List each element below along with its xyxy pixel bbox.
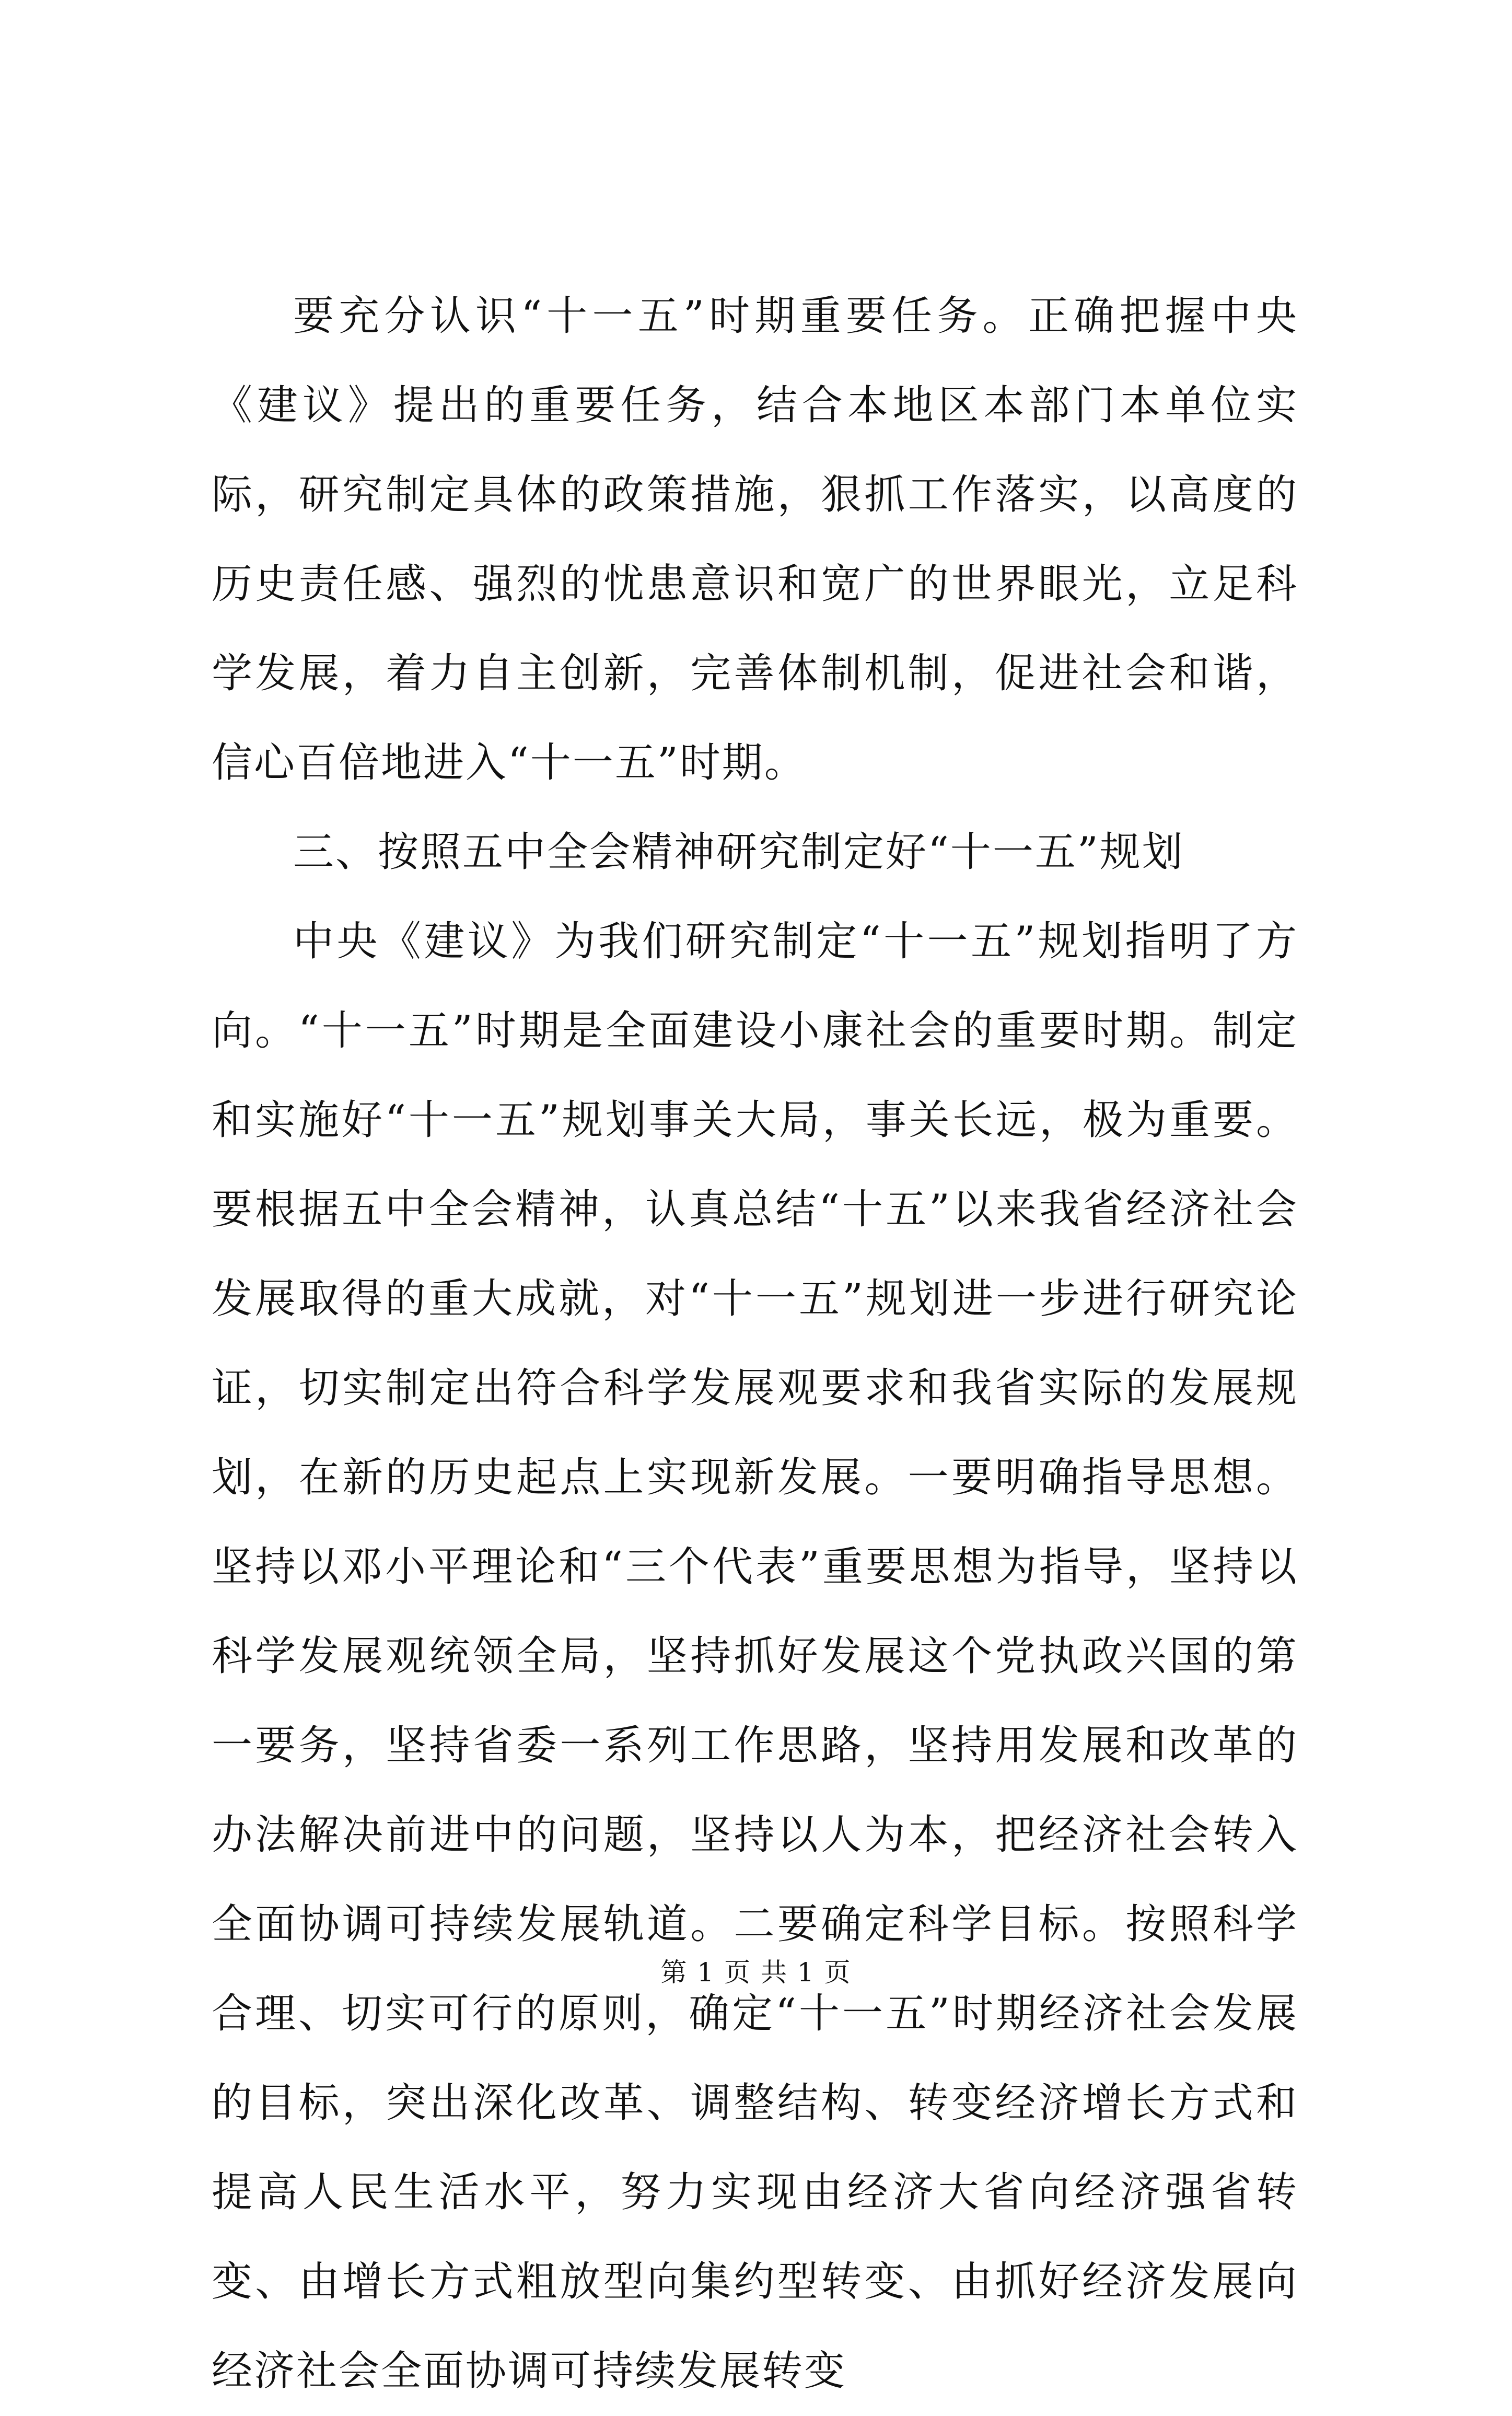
section-heading: 三、按照五中全会精神研究制定好“十一五”规划	[293, 829, 1184, 876]
paragraph-planning: 中央《建议》为我们研究制定“十一五”规划指明了方向。“十一五”时期是全面建设小康社会的重要时期。制定和实施好“十一五”规划事关大局，事关长远，极为重要。要根据五中全会精神，认真总结“十五”以来我省经济社会发展取得的重大成就，对“十一五”规划进一步进行研究论证，切实制定出符合科学发展观要求和我省实际的发展规划，在新的历史起点上实现新发展。一要明确指导思想。坚持以邓小平理论和“三个代表”重要思想为指导，坚持以科学发展观统领全局，坚持抓好发展这个党执政兴国的第一要务，坚持省委一系列工作思路，坚持用发展和改革的办法解决前进中的问题，坚持以人为本，把经济社会转入全面协调可持续发展轨道。二要确定科学目标。按照科学合理、切实可行的原则，确定“十一五”时期经济社会发展的目标，突出深化改革、调整结构、转变经济增长方式和提高人民生活水平，努力实现由经济大省向经济强省转变、由增长方式粗放型向集约型转变、由抓好经济发展向经济社会全面协调可持续发展转变	[212, 918, 1298, 2395]
paragraph-tasks: 要充分认识“十一五”时期重要任务。正确把握中央《建议》提出的重要任务，结合本地区本部门本单位实际，研究制定具体的政策措施，狠抓工作落实，以高度的历史责任感、强烈的忧患意识和宽广的世界眼光，立足科学发展，着力自主创新，完善体制机制，促进社会和谐，信心百倍地进入“十一五”时期。	[212, 293, 1298, 786]
document-body	[212, 272, 1298, 2416]
page-footer: 第 1 页 共 1 页	[660, 1957, 852, 1988]
